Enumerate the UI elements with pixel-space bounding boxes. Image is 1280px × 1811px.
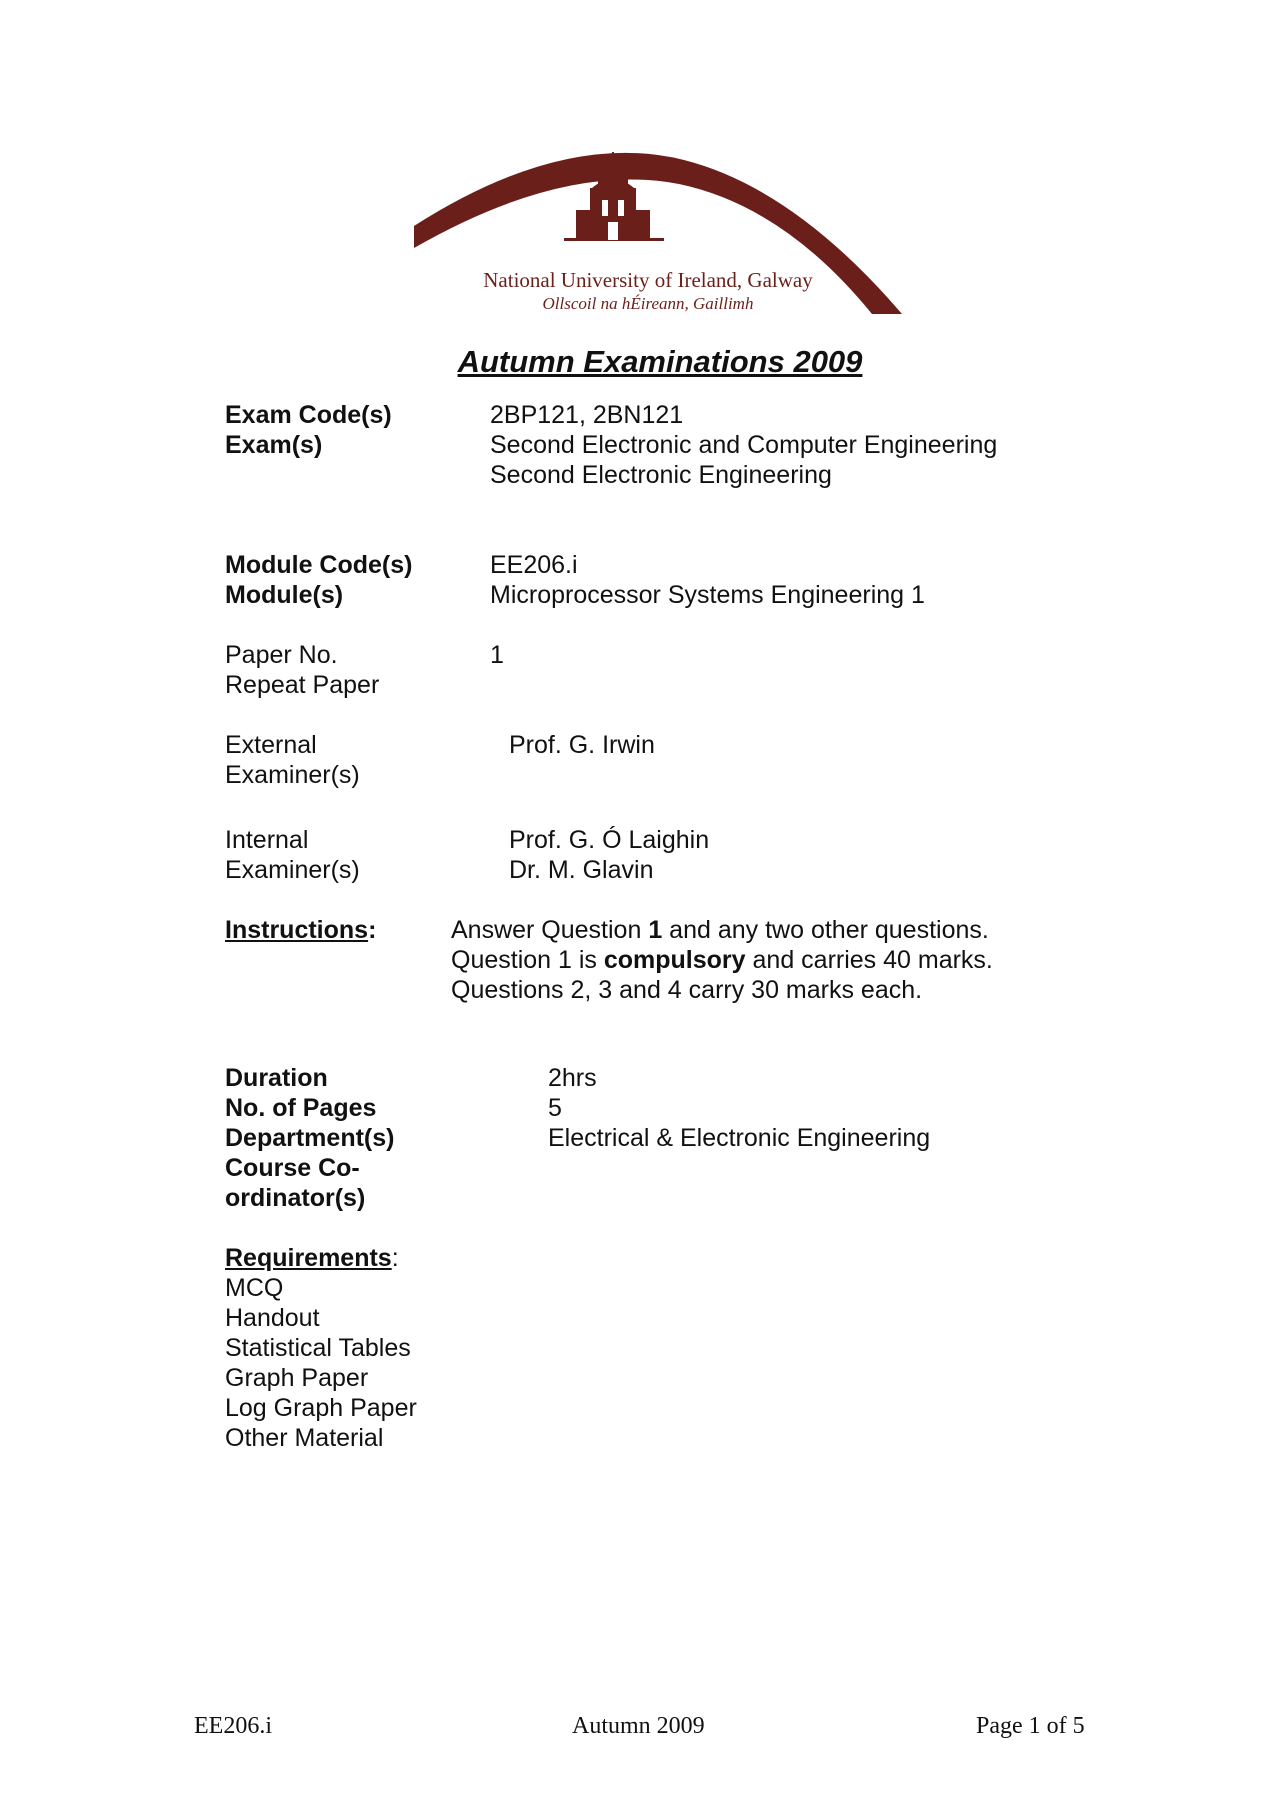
exam-title: Autumn Examinations 2009 [457, 344, 863, 379]
university-logo [414, 148, 906, 318]
requirement-item: Other Material [225, 1424, 384, 1452]
coordinator-label: Course Co- [225, 1154, 360, 1182]
modules-label: Module(s) [225, 581, 344, 609]
duration-label: Duration [225, 1064, 328, 1092]
external-label-line: External [225, 731, 317, 759]
modules-value: Microprocessor Systems Engineering 1 [490, 581, 925, 609]
module-codes-value: EE206.i [490, 551, 578, 579]
coordinator-label: ordinator(s) [225, 1184, 366, 1212]
logo-name-en: National University of Ireland, Galway [483, 268, 813, 292]
paper-no-label: Paper No. [225, 641, 338, 669]
footer-session: Autumn 2009 [572, 1713, 705, 1739]
instruction-line: Question 1 is compulsory and carries 40 marks. [451, 946, 993, 974]
external-examiner-label [225, 730, 360, 790]
instructions-colon: : [368, 916, 377, 944]
requirement-item: Log Graph Paper [225, 1394, 417, 1422]
instructions-label [225, 915, 376, 945]
exam-codes-label: Exam Code(s) [225, 401, 392, 429]
pages-label: No. of Pages [225, 1094, 377, 1122]
exam-name: Second Electronic Engineering [490, 461, 832, 489]
footer-module-code: EE206.i [194, 1713, 272, 1739]
pages-value: 5 [548, 1094, 562, 1122]
requirement-item: Handout [225, 1304, 320, 1332]
logo-name-ga: Ollscoil na hÉireann, Gaillimh [542, 294, 754, 313]
footer-page-number: Page 1 of 5 [976, 1713, 1085, 1739]
instructions-text [451, 915, 993, 1005]
exams-value [490, 430, 997, 490]
examiner-name: Dr. M. Glavin [509, 856, 654, 884]
instructions-label-text: Instructions [225, 916, 369, 944]
repeat-paper-label: Repeat Paper [225, 671, 380, 699]
requirement-item: Statistical Tables [225, 1334, 411, 1362]
instruction-line: Answer Question 1 and any two other questions. [451, 916, 989, 944]
examiner-name: Prof. G. Ó Laighin [509, 826, 710, 854]
requirements-label: Requirements: [225, 1244, 399, 1272]
exam-name: Second Electronic and Computer Engineering [490, 431, 998, 459]
details-labels [225, 1063, 394, 1213]
department-value: Electrical & Electronic Engineering [548, 1124, 931, 1152]
external-examiner-value: Prof. G. Irwin [509, 731, 655, 759]
external-label-line: Examiner(s) [225, 761, 360, 789]
internal-examiner-label [225, 825, 360, 885]
internal-label-line: Examiner(s) [225, 856, 360, 884]
requirement-item: Graph Paper [225, 1364, 369, 1392]
requirements-section [225, 1243, 417, 1453]
duration-value: 2hrs [548, 1064, 597, 1092]
module-codes-label: Module Code(s) [225, 551, 413, 579]
instruction-line: Questions 2, 3 and 4 carry 30 marks each. [451, 976, 923, 1004]
exams-label: Exam(s) [225, 431, 323, 459]
paper-no-value: 1 [490, 641, 504, 669]
internal-examiner-value [509, 825, 709, 885]
requirement-item: MCQ [225, 1274, 284, 1302]
department-label: Department(s) [225, 1124, 395, 1152]
internal-label-line: Internal [225, 826, 309, 854]
details-values [548, 1063, 930, 1153]
exam-codes-value: 2BP121, 2BN121 [490, 401, 684, 429]
